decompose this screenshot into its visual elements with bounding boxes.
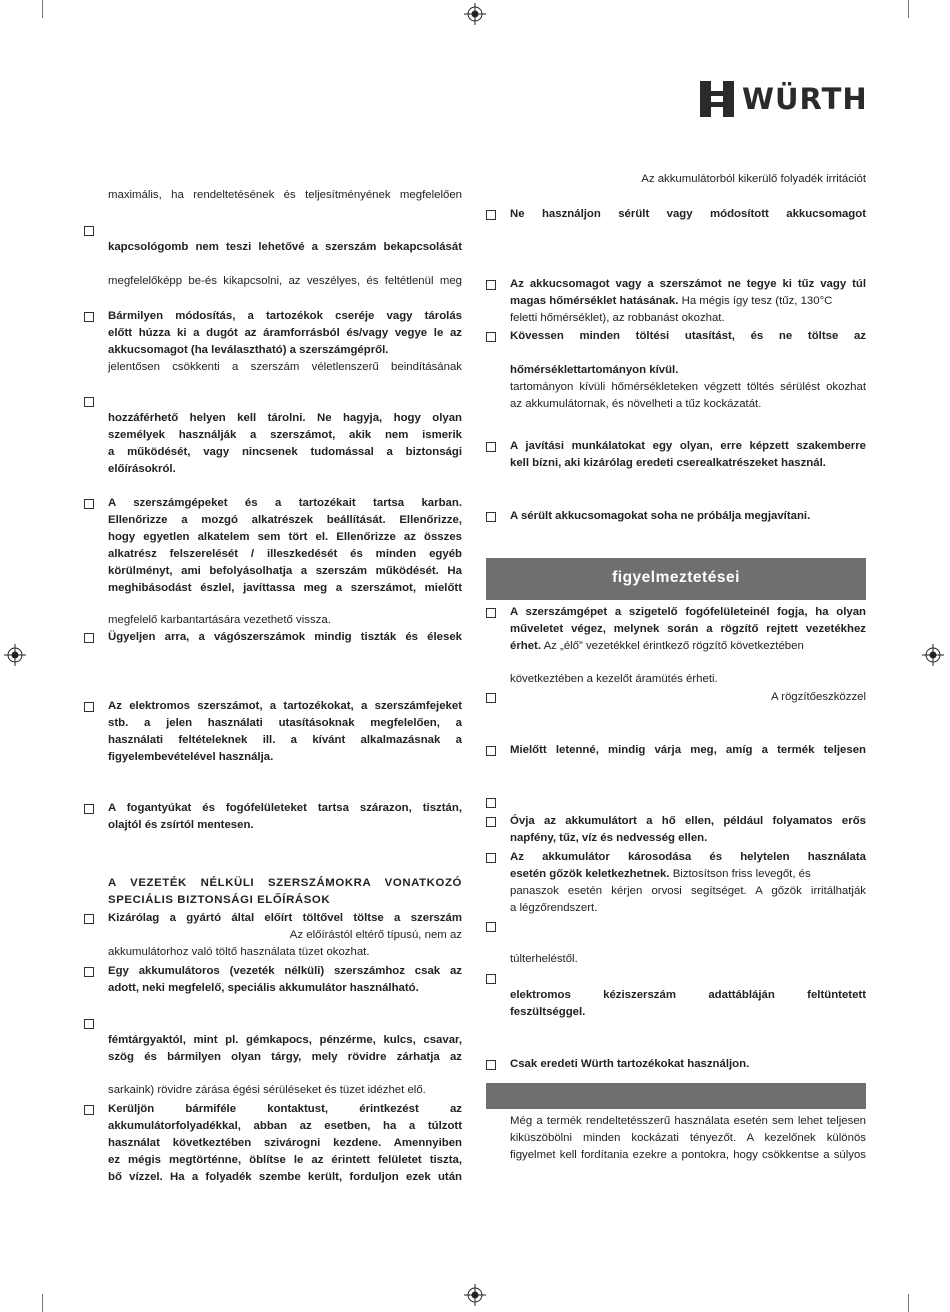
line-text: magas hőmérséklet hatásának. (510, 295, 679, 307)
text-line (510, 900, 866, 917)
line-text: SPECIÁLIS BIZTONSÁGI ELŐÍRÁSOK (108, 894, 331, 906)
text-line (108, 910, 462, 927)
text-line (108, 546, 462, 563)
text-line (510, 883, 866, 900)
text-block (108, 800, 462, 834)
text-line (108, 749, 462, 766)
line-text: megfelelő karbantartására vezethető vissza. (108, 614, 331, 626)
text-line (510, 604, 866, 621)
checkbox-bullet-icon (486, 817, 496, 827)
text-line (108, 342, 462, 359)
text-block (510, 689, 866, 706)
line-text: fémtárgyaktól, mint pl. gémkapocs, pénzérme, kulcs, csavar, (108, 1034, 462, 1046)
wurth-logo (700, 80, 868, 118)
text-line (510, 830, 866, 847)
text-line (510, 742, 866, 759)
line-text: Az akkumulátor károsodása és helytelen használata (510, 851, 866, 863)
checkbox-bullet-icon (84, 804, 94, 814)
line-text-continuation: Ha mégis így tesz (tűz, 130°C (678, 295, 833, 307)
text-line (510, 171, 866, 188)
text-line (510, 866, 866, 883)
checkbox-bullet-icon (84, 1019, 94, 1029)
checkbox-bullet-icon (486, 608, 496, 618)
line-text: A szerszámgépeket és a tartozékait tartsa karban. (108, 497, 462, 509)
text-line (108, 1015, 462, 1032)
checkbox-bullet-icon (84, 702, 94, 712)
text-line (108, 980, 462, 997)
line-text: kell bízni, aki kizárólag eredeti cserealkatrészeket használ. (510, 457, 826, 469)
text-block (108, 187, 462, 204)
text-block (510, 794, 866, 811)
line-text: Az elektromos szerszámot, a tartozékokat, a szerszámfejeket (108, 700, 462, 712)
checkbox-bullet-icon (84, 312, 94, 322)
line-text: Mielőtt letenné, mindig várja meg, amíg a termék teljesen (510, 744, 866, 756)
text-line (510, 794, 866, 811)
line-text: akkumulátorhoz való töltő használata tüzet okozhat. (108, 946, 370, 958)
text-line (510, 345, 866, 362)
checkbox-bullet-icon (84, 499, 94, 509)
checkbox-bullet-icon (486, 210, 496, 220)
line-text: jelentősen csökkenti a szerszám véletlenszerű beindításának (108, 361, 462, 373)
line-text: A fogantyúkat és fogófelületeket tartsa szárazon, tisztán, (108, 802, 462, 814)
text-line (510, 671, 866, 688)
text-line (510, 638, 866, 655)
text-line (108, 461, 462, 478)
line-text: akkucsomagot (ha leválasztható) a szerszámgépről. (108, 344, 389, 356)
text-block (108, 910, 462, 961)
text-line (108, 325, 462, 342)
section-header-bar-blank (486, 1083, 866, 1109)
text-line (510, 849, 866, 866)
checkbox-bullet-icon (486, 746, 496, 756)
text-line (510, 508, 866, 525)
text-line (510, 362, 866, 379)
text-line (510, 293, 866, 310)
checkbox-bullet-icon (84, 226, 94, 236)
line-text: Ne használjon sérült vagy módosított akkucsomagot (510, 208, 866, 220)
text-line (108, 715, 462, 732)
crop-mark (908, 1294, 909, 1312)
line-text: ez mégis megtörténne, öblítse le az érintett felületet tiszta, (108, 1154, 462, 1166)
checkbox-bullet-icon (486, 922, 496, 932)
line-text: A VEZETÉK NÉLKÜLI SZERSZÁMOKRA VONATKOZÓ (108, 877, 462, 889)
checkbox-bullet-icon (486, 853, 496, 863)
line-text: hozzáférhető helyen kell tárolni. Ne hagyja, hogy olyan (108, 412, 462, 424)
line-text: tartományon kívüli hőmérsékleteken végzett töltés sérülést okozhat (510, 381, 866, 393)
text-block (510, 813, 866, 847)
line-text: A sérült akkucsomagokat soha ne próbálja megjavítani. (510, 510, 811, 522)
line-text: Kerüljön bármiféle kontaktust, érintkezést az (108, 1103, 462, 1115)
text-line (108, 308, 462, 325)
line-text: Az akkumulátorból kikerülő folyadék irritációt (641, 173, 866, 185)
line-text: napfény, tűz, víz és nedvesség ellen. (510, 832, 708, 844)
text-block (510, 671, 866, 688)
line-text: akkumulátorfolyadékkal, abban az esetben, ha a túlzott (108, 1120, 462, 1132)
line-text: A rögzítőeszközzel (771, 691, 866, 703)
text-line (108, 892, 462, 909)
checkbox-bullet-icon (486, 974, 496, 984)
text-block (510, 604, 866, 655)
text-line (510, 970, 866, 987)
text-line (108, 187, 462, 204)
text-block (510, 206, 866, 223)
text-line (510, 396, 866, 413)
text-block (510, 1113, 866, 1164)
text-line (510, 1004, 866, 1021)
text-block (108, 612, 462, 629)
line-text: Egy akkumulátoros (vezeték nélküli) szerszámhoz csak az (108, 965, 462, 977)
line-text: a légzőrendszert. (510, 902, 598, 914)
line-text: figyelembevételével használja. (108, 751, 274, 763)
checkbox-bullet-icon (84, 1105, 94, 1115)
text-line (510, 438, 866, 455)
line-text: érhet. (510, 640, 542, 652)
wurth-logo-icon (700, 81, 734, 117)
text-line (510, 379, 866, 396)
line-text: maximális, ha rendeltetésének és teljesítményének megfelelően (108, 189, 462, 201)
line-text: túlterheléstől. (510, 953, 578, 965)
text-line (108, 1032, 462, 1049)
text-line (108, 444, 462, 461)
text-block (108, 1082, 462, 1099)
text-line (108, 963, 462, 980)
checkbox-bullet-icon (84, 633, 94, 643)
line-text: Csak eredeti Würth tartozékokat használjon. (510, 1058, 750, 1070)
text-line (108, 800, 462, 817)
text-line (108, 512, 462, 529)
registration-mark-icon (464, 3, 486, 25)
section-header-bar (486, 558, 866, 600)
text-line (108, 410, 462, 427)
checkbox-bullet-icon (486, 442, 496, 452)
line-text: Az akkucsomagot vagy a szerszámot ne tegye ki tűz vagy túl (510, 278, 866, 290)
text-block (108, 875, 462, 909)
text-block (510, 328, 866, 413)
checkbox-bullet-icon (486, 1060, 496, 1070)
text-line (510, 918, 866, 935)
line-text: sarkaink) rövidre zárása égési sérüléseket és tüzet idézhet elő. (108, 1084, 426, 1096)
text-line (108, 817, 462, 834)
text-line (510, 276, 866, 293)
text-line (108, 1135, 462, 1152)
checkbox-bullet-icon (84, 914, 94, 924)
text-line (108, 1118, 462, 1135)
line-text: használati feltételeknek ill. a kívánt alkalmazásnak a (108, 734, 462, 746)
line-text: Kizárólag a gyártó által előírt töltővel töltse a szerszám (108, 912, 462, 924)
text-block (510, 508, 866, 525)
line-text: Óvja az akkumulátort a hő ellen, például folyamatos erős (510, 815, 866, 827)
line-text-continuation: Az „élő” vezetékkel érintkező rögzítő következtében (541, 640, 804, 652)
crop-mark (908, 0, 909, 18)
line-text: alkatrész felszerelését / illeszkedését és minden egyéb (108, 548, 462, 560)
text-line (510, 1113, 866, 1130)
text-line (510, 689, 866, 706)
text-block (108, 1015, 462, 1066)
line-text: feletti hőmérséklet), az robbanást okozhat. (510, 312, 725, 324)
text-line (510, 1147, 866, 1164)
text-line (510, 1130, 866, 1147)
text-block (108, 698, 462, 766)
text-block (108, 222, 462, 256)
text-block (510, 970, 866, 1021)
text-line (108, 732, 462, 749)
text-line (108, 698, 462, 715)
line-text: Bármilyen módosítás, a tartozékok cseréje vagy tárolás (108, 310, 462, 322)
line-text: kiküszöbölni minden kockázati tényezőt. A kezelőnek különös (510, 1132, 866, 1144)
text-block (510, 951, 866, 968)
text-line (510, 206, 866, 223)
line-text: használat következtében szivárogni kezdene. Amennyiben (108, 1137, 462, 1149)
checkbox-bullet-icon (486, 332, 496, 342)
line-text: panaszok esetén kérjen orvosi segítséget. A gőzök irritálhatják (510, 885, 866, 897)
text-line (108, 629, 462, 646)
line-text: személyek használják a szerszámot, akik nem ismerik (108, 429, 462, 441)
text-block (510, 849, 866, 917)
text-line (108, 563, 462, 580)
text-line (510, 310, 866, 327)
line-text: esetén gőzök keletkezhetnek. (510, 868, 670, 880)
text-block (108, 273, 462, 290)
text-line (108, 359, 462, 376)
line-text: Még a termék rendeltetésszerű használata esetén sem lehet teljesen (510, 1115, 866, 1127)
text-line (510, 621, 866, 638)
checkbox-bullet-icon (486, 693, 496, 703)
text-line (108, 495, 462, 512)
registration-mark-icon (4, 644, 26, 666)
checkbox-bullet-icon (486, 512, 496, 522)
text-line (108, 1152, 462, 1169)
text-line (108, 580, 462, 597)
line-text: feszültséggel. (510, 1006, 586, 1018)
text-line (108, 875, 462, 892)
text-line (510, 813, 866, 830)
text-line (108, 944, 462, 961)
text-block (510, 918, 866, 935)
line-text: A javítási munkálatokat egy olyan, erre képzett szakemberre (510, 440, 866, 452)
line-text: elektromos kéziszerszám adattábláján feltüntetett (510, 989, 866, 1001)
text-line (108, 612, 462, 629)
line-text: Ügyeljen arra, a vágószerszámok mindig tiszták és élesek (108, 631, 462, 643)
checkbox-bullet-icon (84, 967, 94, 977)
line-text: az akkumulátornak, és növelheti a tűz kockázatát. (510, 398, 762, 410)
checkbox-bullet-icon (486, 798, 496, 808)
line-text: megfelelőképp be-és kikapcsolni, az veszélyes, és feltétlenül meg (108, 275, 462, 287)
text-block (510, 171, 866, 188)
line-text: olajtól és zsírtól mentesen. (108, 819, 254, 831)
line-text-continuation: Biztosítson friss levegőt, és (669, 868, 811, 880)
text-line (108, 927, 462, 944)
line-text: A szerszámgépet a szigetelő fogófelületeinél fogja, ha olyan (510, 606, 866, 618)
brand-name: WÜRTH (742, 82, 868, 116)
text-block (510, 742, 866, 759)
line-text: Az előírástól eltérő típusú, nem az (289, 929, 462, 941)
line-text: stb. a jelen használati utasításoknak megfelelően, a (108, 717, 462, 729)
line-text: a működését, vagy nincsenek tudomással a biztonsági (108, 446, 462, 458)
line-text: meghibásodást észlel, javíttassa meg a szerszámot, mielőtt (108, 582, 462, 594)
text-line (108, 222, 462, 239)
text-block (108, 963, 462, 997)
registration-mark-icon (464, 1284, 486, 1306)
text-block (510, 1056, 866, 1073)
line-text: figyelmet kell fordítania ezekre a pontokra, hogy csökkentse a súlyos (510, 1149, 866, 1161)
text-line (108, 1101, 462, 1118)
line-text: körülményt, ami befolyásolhatja a szerszám működését. Ha (108, 565, 462, 577)
line-text: kapcsológomb nem teszi lehetővé a szerszám bekapcsolását (108, 241, 462, 253)
text-line (510, 987, 866, 1004)
text-line (108, 427, 462, 444)
text-line (510, 951, 866, 968)
line-text: hogy egyetlen alkatelem sem tört el. Ellenőrizze az összes (108, 531, 462, 543)
text-line (108, 1169, 462, 1186)
text-block (108, 495, 462, 597)
text-line (510, 455, 866, 472)
text-line (510, 328, 866, 345)
text-line (108, 393, 462, 410)
text-block (108, 393, 462, 478)
checkbox-bullet-icon (84, 397, 94, 407)
line-text: Ellenőrizze a mozgó alkatrészek beállítását. Ellenőrizze, (108, 514, 462, 526)
line-text: műveletet végez, melynek során a rögzítő rejtett vezetékhez (510, 623, 866, 635)
line-text: adott, neki megfelelő, speciális akkumulátor használható. (108, 982, 419, 994)
text-line (510, 1056, 866, 1073)
line-text: következtében a kezelőt áramütés érheti. (510, 673, 718, 685)
line-text: Kövessen minden töltési utasítást, és ne töltse az (510, 330, 866, 342)
line-text: előírásokról. (108, 463, 176, 475)
text-block (108, 308, 462, 376)
text-line (108, 1049, 462, 1066)
text-block (108, 629, 462, 646)
registration-mark-icon (922, 644, 944, 666)
text-block (108, 1101, 462, 1186)
line-text: bő vízzel. Ha a folyadék szembe került, forduljon ezek után (108, 1171, 462, 1183)
line-text: előtt húzza ki a dugót az áramforrásból és/vagy vegye le az (108, 327, 462, 339)
text-line (108, 1082, 462, 1099)
checkbox-bullet-icon (486, 280, 496, 290)
crop-mark (42, 0, 43, 18)
text-line (108, 239, 462, 256)
line-text: hőmérséklettartományon kívül. (510, 364, 679, 376)
text-line (108, 529, 462, 546)
line-text: szög és bármilyen olyan tárgy, mely rövidre zárhatja az (108, 1051, 462, 1063)
text-block (510, 438, 866, 472)
text-block (510, 276, 866, 327)
section-title: figyelmeztetései (612, 569, 740, 586)
text-line (108, 273, 462, 290)
crop-mark (42, 1294, 43, 1312)
